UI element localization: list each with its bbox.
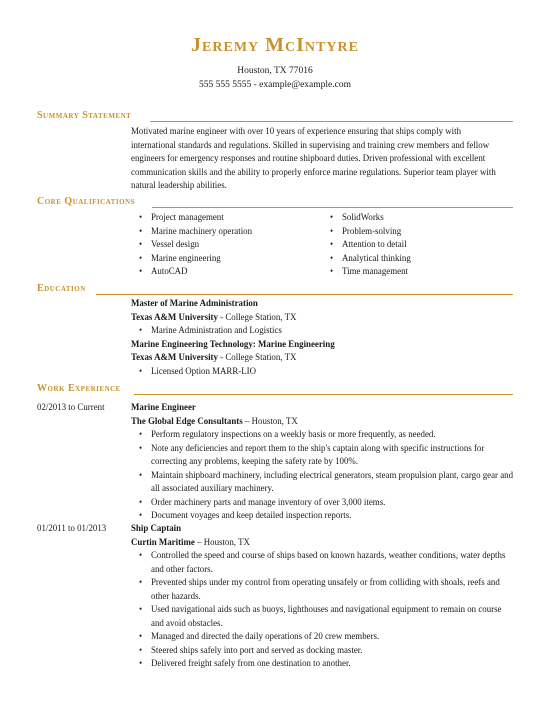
job-duty: • Perform regulatory inspections on a weekly basis or more frequently, as needed.	[131, 428, 516, 442]
education-entry	[131, 338, 511, 379]
qualification-item: • Marine machinery operation	[131, 225, 321, 239]
school-name: Texas A&M University	[131, 352, 218, 362]
qualifications-list-right	[322, 211, 512, 279]
company-location: – Houston, TX	[194, 536, 250, 547]
job-entry	[131, 522, 516, 671]
qualification-item: • SolidWorks	[322, 211, 512, 225]
job-title: Ship Captain	[131, 523, 182, 533]
degree-name: Master of Marine Administration	[131, 298, 258, 308]
job-duty: • Document voyages and keep detailed inspection reports.	[131, 509, 516, 523]
summary-rule	[150, 121, 513, 122]
degree-extra: : Marine Engineering	[252, 338, 335, 349]
summary-heading: Summary Statement	[37, 110, 132, 121]
qualification-item: • Marine engineering	[131, 252, 321, 266]
summary-text: Motivated marine engineer with over 10 years of experience ensuring that ships comply with international standards and regulations. Skilled in supervising and training crew members and fellow engineers for emergency responses and routine shipboard duties. Driven professional with excellent communication skills and the ability to properly enforce marine regulations. Superior team player with natural leadership abilities.	[131, 126, 496, 190]
job-dates: 01/2011 to 01/2013	[37, 523, 107, 533]
education-entry	[131, 297, 511, 338]
education-list	[131, 297, 511, 378]
qualification-item: • Attention to detail	[322, 238, 512, 252]
job-duty: • Order machinery parts and manage inventory of over 3,000 items.	[131, 496, 516, 510]
job-duty: • Steered ships safely into port and served as docking master.	[131, 644, 516, 658]
qualification-item: • Project management	[131, 211, 321, 225]
job-duty: • Delivered freight safely from one destination to another.	[131, 657, 516, 671]
candidate-name: Jeremy McIntyre	[191, 34, 359, 56]
education-rule	[96, 294, 513, 295]
qualification-item: • Time management	[322, 265, 512, 279]
job-duty: • Used navigational aids such as buoys, lighthouses and navigational equipment to remain on course and avoid obstacles.	[131, 603, 516, 630]
qualification-item: • Analytical thinking	[322, 252, 512, 266]
qualifications-rule	[152, 207, 513, 208]
job-duties	[131, 428, 516, 523]
education-detail: • Marine Administration and Logistics	[131, 324, 511, 338]
job-entry	[131, 401, 516, 523]
job-dates: 02/2013 to Current	[37, 402, 105, 412]
school-name: Texas A&M University	[131, 311, 218, 322]
company-name: The Global Edge Consultants	[131, 415, 243, 426]
job-title: Marine Engineer	[131, 402, 196, 412]
job-duty: • Note any deficiencies and report them to the ship's captain along with specific instructions for correcting any problems, keeping the safety rate by 100%.	[131, 442, 516, 469]
contact-line: 555 555 5555 - example@example.com	[199, 80, 351, 90]
job-duty: • Controlled the speed and course of ships based on known hazards, weather conditions, water depths and other factors.	[131, 549, 516, 576]
address-line: Houston, TX 77016	[237, 66, 313, 76]
school-location: - College Station, TX	[217, 311, 297, 322]
qualification-item: • AutoCAD	[131, 265, 321, 279]
qualification-item: • Problem-solving	[322, 225, 512, 239]
job-duties	[131, 549, 516, 671]
education-heading: Education	[37, 283, 86, 294]
job-duty: • Prevented ships under my control from operating unsafely or from colliding with shoals, reefs and other hazards.	[131, 576, 516, 603]
company-location: – Houston, TX	[242, 415, 298, 426]
qualifications-heading: Core Qualifications	[37, 196, 136, 207]
company-name: Curtin Maritime	[131, 536, 195, 547]
job-duty: • Managed and directed the daily operations of 20 crew members.	[131, 630, 516, 644]
qualification-item: • Vessel design	[131, 238, 321, 252]
job-duty: • Maintain shipboard machinery, including electrical generators, steam propulsion plant, cargo gear and all associated auxiliary machinery.	[131, 469, 516, 496]
experience-rule	[134, 394, 513, 395]
school-location: - College Station, TX	[217, 352, 297, 362]
experience-heading: Work Experience	[37, 383, 121, 394]
education-detail: • Licensed Option MARR-LIO	[131, 365, 511, 379]
qualifications-list-left	[131, 211, 321, 279]
degree-name: Marine Engineering Technology	[131, 338, 253, 349]
